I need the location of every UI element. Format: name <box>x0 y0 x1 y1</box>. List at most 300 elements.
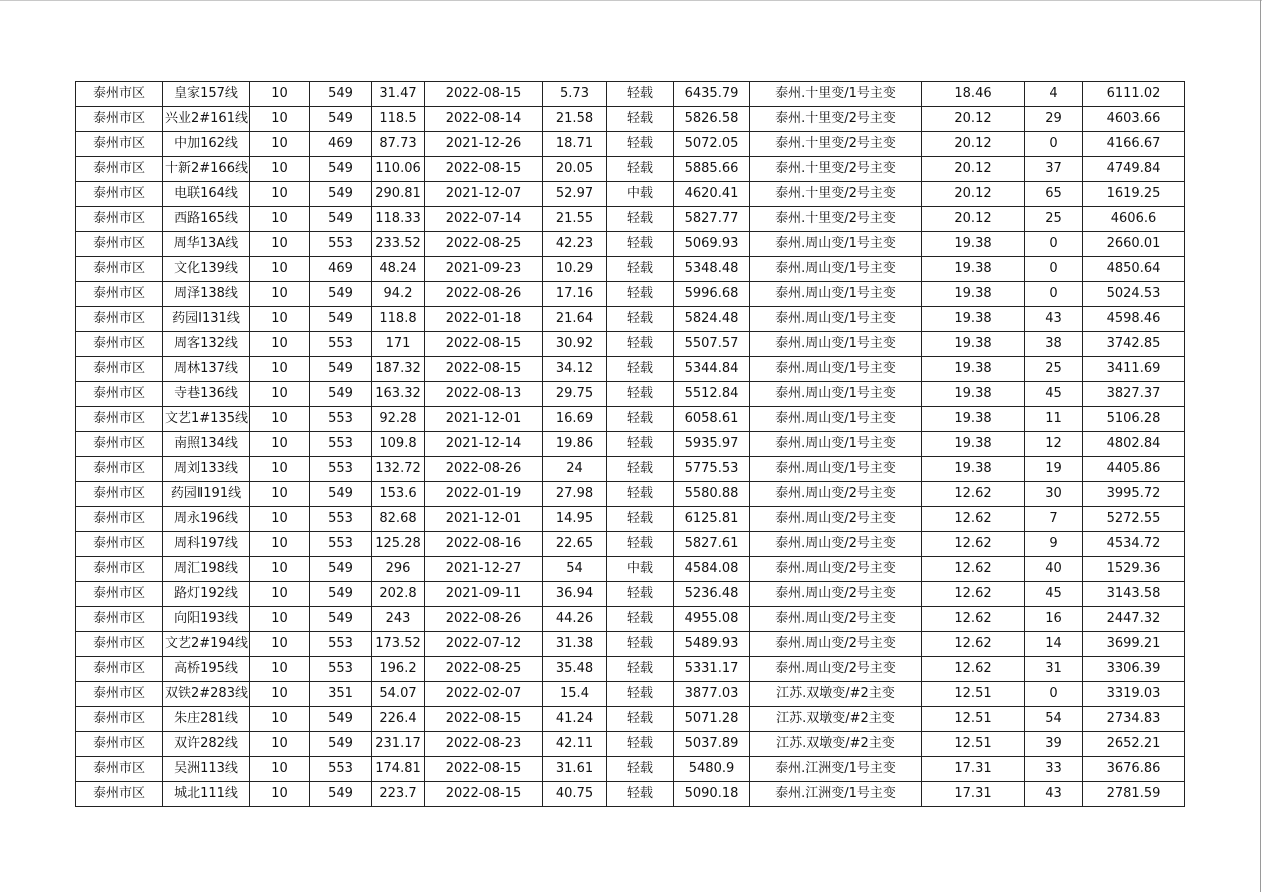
voltage-cell: 10 <box>250 82 310 107</box>
current-cell: 243 <box>372 607 425 632</box>
transformer-load-cell: 12.62 <box>922 607 1025 632</box>
voltage-cell: 10 <box>250 232 310 257</box>
current-cell: 226.4 <box>372 707 425 732</box>
transformer-load-cell: 20.12 <box>922 132 1025 157</box>
rated-capacity-cell: 549 <box>310 382 372 407</box>
date-cell: 2022-08-26 <box>425 282 543 307</box>
table-row <box>76 507 1185 532</box>
load-status-cell: 轻载 <box>607 482 674 507</box>
users-cell: 45 <box>1025 382 1083 407</box>
remaining-capacity-cell: 5775.53 <box>674 457 750 482</box>
available-capacity-cell: 3319.03 <box>1083 682 1185 707</box>
voltage-cell: 10 <box>250 257 310 282</box>
table-row <box>76 532 1185 557</box>
table-row <box>76 307 1185 332</box>
users-cell: 12 <box>1025 432 1083 457</box>
remaining-capacity-cell: 5512.84 <box>674 382 750 407</box>
users-cell: 33 <box>1025 757 1083 782</box>
rated-capacity-cell: 549 <box>310 82 372 107</box>
voltage-cell: 10 <box>250 707 310 732</box>
remaining-capacity-cell: 5071.28 <box>674 707 750 732</box>
district-cell: 泰州市区 <box>76 607 163 632</box>
load-status-cell: 轻载 <box>607 782 674 807</box>
transformer-load-cell: 12.62 <box>922 532 1025 557</box>
line-name-cell: 周客132线 <box>163 332 250 357</box>
load-rate-cell: 19.86 <box>543 432 607 457</box>
district-cell: 泰州市区 <box>76 482 163 507</box>
line-name-cell: 南照134线 <box>163 432 250 457</box>
current-cell: 290.81 <box>372 182 425 207</box>
users-cell: 43 <box>1025 782 1083 807</box>
line-name-cell: 周科197线 <box>163 532 250 557</box>
users-cell: 4 <box>1025 82 1083 107</box>
users-cell: 9 <box>1025 532 1083 557</box>
load-rate-cell: 16.69 <box>543 407 607 432</box>
transformer-load-cell: 12.62 <box>922 557 1025 582</box>
remaining-capacity-cell: 5827.77 <box>674 207 750 232</box>
line-name-cell: 向阳193线 <box>163 607 250 632</box>
available-capacity-cell: 3742.85 <box>1083 332 1185 357</box>
load-status-cell: 轻载 <box>607 382 674 407</box>
transformer-cell: 泰州.周山变/2号主变 <box>750 657 922 682</box>
users-cell: 37 <box>1025 157 1083 182</box>
district-cell: 泰州市区 <box>76 382 163 407</box>
load-status-cell: 轻载 <box>607 357 674 382</box>
date-cell: 2021-09-23 <box>425 257 543 282</box>
district-cell: 泰州市区 <box>76 282 163 307</box>
available-capacity-cell: 4598.46 <box>1083 307 1185 332</box>
date-cell: 2022-07-14 <box>425 207 543 232</box>
load-status-cell: 中载 <box>607 557 674 582</box>
users-cell: 11 <box>1025 407 1083 432</box>
line-name-cell: 兴业2#161线 <box>163 107 250 132</box>
current-cell: 223.7 <box>372 782 425 807</box>
line-name-cell: 周林137线 <box>163 357 250 382</box>
load-rate-cell: 21.64 <box>543 307 607 332</box>
load-status-cell: 轻载 <box>607 207 674 232</box>
table-row <box>76 657 1185 682</box>
remaining-capacity-cell: 5348.48 <box>674 257 750 282</box>
current-cell: 173.52 <box>372 632 425 657</box>
transformer-cell: 泰州.周山变/1号主变 <box>750 407 922 432</box>
available-capacity-cell: 3699.21 <box>1083 632 1185 657</box>
load-rate-cell: 36.94 <box>543 582 607 607</box>
load-rate-cell: 42.11 <box>543 732 607 757</box>
transformer-load-cell: 12.51 <box>922 707 1025 732</box>
load-status-cell: 轻载 <box>607 707 674 732</box>
transformer-load-cell: 12.62 <box>922 657 1025 682</box>
transformer-load-cell: 20.12 <box>922 207 1025 232</box>
transformer-cell: 泰州.周山变/1号主变 <box>750 332 922 357</box>
transformer-cell: 泰州.十里变/2号主变 <box>750 157 922 182</box>
voltage-cell: 10 <box>250 207 310 232</box>
load-rate-cell: 31.38 <box>543 632 607 657</box>
transformer-load-cell: 18.46 <box>922 82 1025 107</box>
date-cell: 2022-08-13 <box>425 382 543 407</box>
table-row <box>76 182 1185 207</box>
users-cell: 30 <box>1025 482 1083 507</box>
load-status-cell: 轻载 <box>607 657 674 682</box>
voltage-cell: 10 <box>250 132 310 157</box>
load-rate-cell: 24 <box>543 457 607 482</box>
available-capacity-cell: 4850.64 <box>1083 257 1185 282</box>
line-name-cell: 电联164线 <box>163 182 250 207</box>
district-cell: 泰州市区 <box>76 332 163 357</box>
voltage-cell: 10 <box>250 407 310 432</box>
date-cell: 2022-07-12 <box>425 632 543 657</box>
remaining-capacity-cell: 5069.93 <box>674 232 750 257</box>
voltage-cell: 10 <box>250 382 310 407</box>
transformer-cell: 江苏.双墩变/#2主变 <box>750 732 922 757</box>
district-cell: 泰州市区 <box>76 582 163 607</box>
table-row <box>76 732 1185 757</box>
date-cell: 2021-12-01 <box>425 507 543 532</box>
available-capacity-cell: 3676.86 <box>1083 757 1185 782</box>
table-row <box>76 707 1185 732</box>
load-rate-cell: 41.24 <box>543 707 607 732</box>
available-capacity-cell: 4603.66 <box>1083 107 1185 132</box>
transformer-cell: 泰州.江洲变/1号主变 <box>750 757 922 782</box>
transformer-cell: 泰州.周山变/2号主变 <box>750 532 922 557</box>
load-status-cell: 轻载 <box>607 332 674 357</box>
remaining-capacity-cell: 5236.48 <box>674 582 750 607</box>
line-name-cell: 城北111线 <box>163 782 250 807</box>
date-cell: 2022-08-14 <box>425 107 543 132</box>
load-rate-cell: 5.73 <box>543 82 607 107</box>
available-capacity-cell: 2652.21 <box>1083 732 1185 757</box>
transformer-cell: 泰州.周山变/2号主变 <box>750 557 922 582</box>
line-name-cell: 路灯192线 <box>163 582 250 607</box>
transformer-load-cell: 12.62 <box>922 582 1025 607</box>
table-row <box>76 382 1185 407</box>
rated-capacity-cell: 553 <box>310 432 372 457</box>
remaining-capacity-cell: 5935.97 <box>674 432 750 457</box>
date-cell: 2022-08-26 <box>425 457 543 482</box>
available-capacity-cell: 3995.72 <box>1083 482 1185 507</box>
load-status-cell: 轻载 <box>607 432 674 457</box>
available-capacity-cell: 4405.86 <box>1083 457 1185 482</box>
remaining-capacity-cell: 4955.08 <box>674 607 750 632</box>
load-status-cell: 轻载 <box>607 132 674 157</box>
transformer-load-cell: 12.62 <box>922 507 1025 532</box>
table-row <box>76 207 1185 232</box>
users-cell: 54 <box>1025 707 1083 732</box>
district-cell: 泰州市区 <box>76 557 163 582</box>
load-rate-cell: 27.98 <box>543 482 607 507</box>
voltage-cell: 10 <box>250 457 310 482</box>
available-capacity-cell: 3411.69 <box>1083 357 1185 382</box>
transformer-load-cell: 19.38 <box>922 232 1025 257</box>
available-capacity-cell: 1529.36 <box>1083 557 1185 582</box>
users-cell: 14 <box>1025 632 1083 657</box>
date-cell: 2021-12-14 <box>425 432 543 457</box>
users-cell: 0 <box>1025 682 1083 707</box>
date-cell: 2021-12-01 <box>425 407 543 432</box>
users-cell: 40 <box>1025 557 1083 582</box>
voltage-cell: 10 <box>250 682 310 707</box>
load-status-cell: 轻载 <box>607 407 674 432</box>
voltage-cell: 10 <box>250 507 310 532</box>
line-name-cell: 周泽138线 <box>163 282 250 307</box>
remaining-capacity-cell: 6125.81 <box>674 507 750 532</box>
load-status-cell: 轻载 <box>607 507 674 532</box>
voltage-cell: 10 <box>250 432 310 457</box>
line-name-cell: 文艺1#135线 <box>163 407 250 432</box>
table-row <box>76 407 1185 432</box>
remaining-capacity-cell: 5885.66 <box>674 157 750 182</box>
load-status-cell: 轻载 <box>607 157 674 182</box>
district-cell: 泰州市区 <box>76 707 163 732</box>
transformer-load-cell: 19.38 <box>922 357 1025 382</box>
table-row <box>76 482 1185 507</box>
load-rate-cell: 29.75 <box>543 382 607 407</box>
available-capacity-cell: 1619.25 <box>1083 182 1185 207</box>
transformer-cell: 江苏.双墩变/#2主变 <box>750 682 922 707</box>
district-cell: 泰州市区 <box>76 157 163 182</box>
table-row <box>76 332 1185 357</box>
line-name-cell: 文艺2#194线 <box>163 632 250 657</box>
transformer-cell: 泰州.周山变/1号主变 <box>750 282 922 307</box>
transformer-load-cell: 20.12 <box>922 182 1025 207</box>
current-cell: 296 <box>372 557 425 582</box>
line-name-cell: 周刘133线 <box>163 457 250 482</box>
load-rate-cell: 17.16 <box>543 282 607 307</box>
remaining-capacity-cell: 5489.93 <box>674 632 750 657</box>
current-cell: 92.28 <box>372 407 425 432</box>
available-capacity-cell: 4606.6 <box>1083 207 1185 232</box>
rated-capacity-cell: 553 <box>310 407 372 432</box>
date-cell: 2022-08-23 <box>425 732 543 757</box>
load-rate-cell: 44.26 <box>543 607 607 632</box>
rated-capacity-cell: 553 <box>310 632 372 657</box>
load-rate-cell: 30.92 <box>543 332 607 357</box>
date-cell: 2021-12-27 <box>425 557 543 582</box>
transformer-load-cell: 12.62 <box>922 632 1025 657</box>
rated-capacity-cell: 469 <box>310 132 372 157</box>
remaining-capacity-cell: 6058.61 <box>674 407 750 432</box>
transformer-load-cell: 19.38 <box>922 282 1025 307</box>
voltage-cell: 10 <box>250 482 310 507</box>
current-cell: 233.52 <box>372 232 425 257</box>
current-cell: 94.2 <box>372 282 425 307</box>
district-cell: 泰州市区 <box>76 782 163 807</box>
load-rate-cell: 54 <box>543 557 607 582</box>
available-capacity-cell: 2447.32 <box>1083 607 1185 632</box>
load-rate-cell: 21.58 <box>543 107 607 132</box>
remaining-capacity-cell: 5480.9 <box>674 757 750 782</box>
current-cell: 118.8 <box>372 307 425 332</box>
date-cell: 2022-01-19 <box>425 482 543 507</box>
rated-capacity-cell: 549 <box>310 707 372 732</box>
users-cell: 16 <box>1025 607 1083 632</box>
current-cell: 132.72 <box>372 457 425 482</box>
line-name-cell: 药园I131线 <box>163 307 250 332</box>
line-name-cell: 双许282线 <box>163 732 250 757</box>
rated-capacity-cell: 553 <box>310 507 372 532</box>
voltage-cell: 10 <box>250 532 310 557</box>
district-cell: 泰州市区 <box>76 357 163 382</box>
table-row <box>76 757 1185 782</box>
users-cell: 39 <box>1025 732 1083 757</box>
transformer-load-cell: 12.51 <box>922 732 1025 757</box>
users-cell: 0 <box>1025 282 1083 307</box>
load-rate-cell: 21.55 <box>543 207 607 232</box>
rated-capacity-cell: 553 <box>310 457 372 482</box>
users-cell: 65 <box>1025 182 1083 207</box>
date-cell: 2021-12-26 <box>425 132 543 157</box>
current-cell: 231.17 <box>372 732 425 757</box>
load-status-cell: 轻载 <box>607 607 674 632</box>
transformer-cell: 泰州.周山变/1号主变 <box>750 457 922 482</box>
date-cell: 2022-08-15 <box>425 82 543 107</box>
current-cell: 171 <box>372 332 425 357</box>
load-rate-cell: 42.23 <box>543 232 607 257</box>
voltage-cell: 10 <box>250 157 310 182</box>
available-capacity-cell: 3306.39 <box>1083 657 1185 682</box>
date-cell: 2022-08-16 <box>425 532 543 557</box>
district-cell: 泰州市区 <box>76 307 163 332</box>
rated-capacity-cell: 549 <box>310 607 372 632</box>
table-row <box>76 132 1185 157</box>
available-capacity-cell: 4534.72 <box>1083 532 1185 557</box>
district-cell: 泰州市区 <box>76 107 163 132</box>
current-cell: 163.32 <box>372 382 425 407</box>
users-cell: 25 <box>1025 207 1083 232</box>
rated-capacity-cell: 553 <box>310 232 372 257</box>
remaining-capacity-cell: 4584.08 <box>674 557 750 582</box>
table-row <box>76 582 1185 607</box>
district-cell: 泰州市区 <box>76 207 163 232</box>
table-row <box>76 232 1185 257</box>
table-row <box>76 607 1185 632</box>
transformer-cell: 泰州.周山变/1号主变 <box>750 257 922 282</box>
transformer-cell: 泰州.周山变/2号主变 <box>750 482 922 507</box>
district-cell: 泰州市区 <box>76 657 163 682</box>
load-rate-cell: 22.65 <box>543 532 607 557</box>
transformer-cell: 泰州.周山变/1号主变 <box>750 307 922 332</box>
remaining-capacity-cell: 5824.48 <box>674 307 750 332</box>
line-name-cell: 双铁2#283线 <box>163 682 250 707</box>
users-cell: 38 <box>1025 332 1083 357</box>
remaining-capacity-cell: 4620.41 <box>674 182 750 207</box>
district-cell: 泰州市区 <box>76 132 163 157</box>
line-name-cell: 西路165线 <box>163 207 250 232</box>
transformer-load-cell: 17.31 <box>922 782 1025 807</box>
table-body <box>76 82 1185 807</box>
voltage-cell: 10 <box>250 332 310 357</box>
transformer-cell: 泰州.周山变/2号主变 <box>750 607 922 632</box>
remaining-capacity-cell: 3877.03 <box>674 682 750 707</box>
remaining-capacity-cell: 5826.58 <box>674 107 750 132</box>
transformer-load-cell: 12.62 <box>922 482 1025 507</box>
load-rate-cell: 14.95 <box>543 507 607 532</box>
line-name-cell: 十新2#166线 <box>163 157 250 182</box>
transformer-load-cell: 19.38 <box>922 457 1025 482</box>
transformer-cell: 泰州.周山变/1号主变 <box>750 357 922 382</box>
transformer-cell: 泰州.十里变/2号主变 <box>750 107 922 132</box>
load-rate-cell: 35.48 <box>543 657 607 682</box>
date-cell: 2022-02-07 <box>425 682 543 707</box>
line-name-cell: 周永196线 <box>163 507 250 532</box>
users-cell: 43 <box>1025 307 1083 332</box>
current-cell: 125.28 <box>372 532 425 557</box>
voltage-cell: 10 <box>250 557 310 582</box>
line-name-cell: 皇家157线 <box>163 82 250 107</box>
remaining-capacity-cell: 5996.68 <box>674 282 750 307</box>
load-status-cell: 轻载 <box>607 757 674 782</box>
district-cell: 泰州市区 <box>76 432 163 457</box>
table-row <box>76 257 1185 282</box>
voltage-cell: 10 <box>250 657 310 682</box>
rated-capacity-cell: 549 <box>310 157 372 182</box>
district-cell: 泰州市区 <box>76 407 163 432</box>
voltage-cell: 10 <box>250 182 310 207</box>
load-rate-cell: 18.71 <box>543 132 607 157</box>
date-cell: 2022-08-15 <box>425 757 543 782</box>
date-cell: 2021-09-11 <box>425 582 543 607</box>
rated-capacity-cell: 549 <box>310 557 372 582</box>
users-cell: 0 <box>1025 132 1083 157</box>
users-cell: 29 <box>1025 107 1083 132</box>
transformer-load-cell: 19.38 <box>922 307 1025 332</box>
rated-capacity-cell: 549 <box>310 207 372 232</box>
transformer-cell: 泰州.十里变/1号主变 <box>750 82 922 107</box>
current-cell: 202.8 <box>372 582 425 607</box>
current-cell: 31.47 <box>372 82 425 107</box>
load-rate-cell: 31.61 <box>543 757 607 782</box>
transformer-cell: 泰州.周山变/2号主变 <box>750 507 922 532</box>
table-row <box>76 632 1185 657</box>
feeder-load-table <box>75 81 1185 807</box>
transformer-load-cell: 20.12 <box>922 107 1025 132</box>
remaining-capacity-cell: 5090.18 <box>674 782 750 807</box>
remaining-capacity-cell: 5037.89 <box>674 732 750 757</box>
voltage-cell: 10 <box>250 582 310 607</box>
rated-capacity-cell: 553 <box>310 657 372 682</box>
current-cell: 187.32 <box>372 357 425 382</box>
available-capacity-cell: 2781.59 <box>1083 782 1185 807</box>
remaining-capacity-cell: 5827.61 <box>674 532 750 557</box>
table-row <box>76 557 1185 582</box>
district-cell: 泰州市区 <box>76 682 163 707</box>
current-cell: 82.68 <box>372 507 425 532</box>
load-status-cell: 轻载 <box>607 532 674 557</box>
rated-capacity-cell: 351 <box>310 682 372 707</box>
table-row <box>76 107 1185 132</box>
transformer-load-cell: 12.51 <box>922 682 1025 707</box>
load-status-cell: 轻载 <box>607 732 674 757</box>
load-status-cell: 轻载 <box>607 257 674 282</box>
date-cell: 2022-01-18 <box>425 307 543 332</box>
table-row <box>76 282 1185 307</box>
date-cell: 2022-08-25 <box>425 657 543 682</box>
rated-capacity-cell: 549 <box>310 107 372 132</box>
rated-capacity-cell: 549 <box>310 782 372 807</box>
table-row <box>76 682 1185 707</box>
transformer-load-cell: 19.38 <box>922 382 1025 407</box>
current-cell: 196.2 <box>372 657 425 682</box>
transformer-cell: 江苏.双墩变/#2主变 <box>750 707 922 732</box>
load-status-cell: 轻载 <box>607 82 674 107</box>
available-capacity-cell: 6111.02 <box>1083 82 1185 107</box>
voltage-cell: 10 <box>250 307 310 332</box>
district-cell: 泰州市区 <box>76 257 163 282</box>
rated-capacity-cell: 469 <box>310 257 372 282</box>
rated-capacity-cell: 549 <box>310 732 372 757</box>
transformer-cell: 泰州.江洲变/1号主变 <box>750 782 922 807</box>
current-cell: 153.6 <box>372 482 425 507</box>
users-cell: 7 <box>1025 507 1083 532</box>
